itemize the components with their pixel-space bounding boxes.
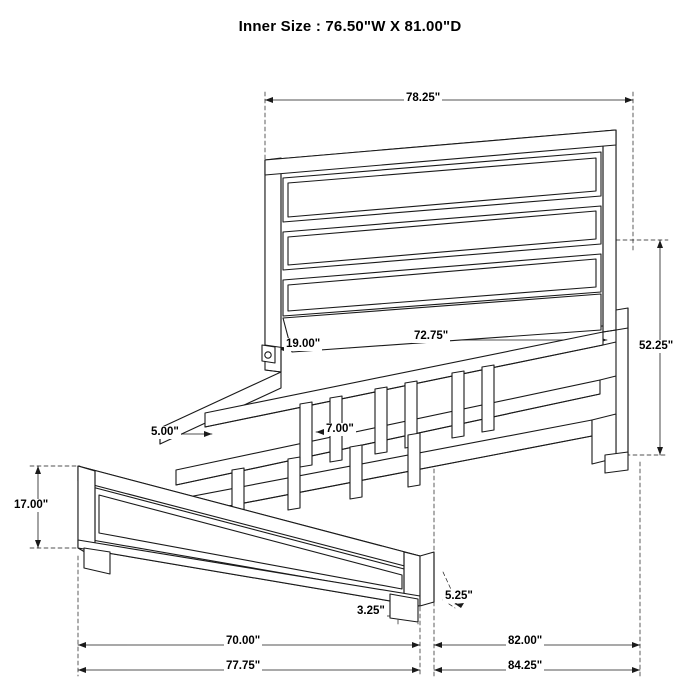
dim-label-overall-depth: 84.25"	[508, 660, 543, 672]
dim-label-slat-spacing-center: 7.00"	[326, 423, 354, 435]
dim-label-mattress-deck-width: 72.75"	[414, 330, 449, 342]
dim-label-headboard-width: 78.25"	[406, 92, 441, 104]
dim-label-foot-rail-thickness: 5.25"	[445, 590, 473, 602]
dim-label-headboard-post-gap: 19.00"	[286, 338, 321, 350]
dim-label-headboard-height: 52.25"	[639, 340, 674, 352]
dim-label-slat-spacing-left: 5.00"	[151, 426, 179, 438]
dim-label-footboard-height: 17.00"	[14, 499, 49, 511]
dim-label-overall-width: 77.75"	[226, 660, 261, 672]
page-title: Inner Size : 76.50"W X 81.00"D	[238, 18, 462, 35]
dim-label-footboard-inner-width: 70.00"	[226, 635, 261, 647]
dim-label-leg-width: 3.25"	[357, 605, 385, 617]
dim-label-side-rail-inner-depth: 82.00"	[508, 635, 543, 647]
